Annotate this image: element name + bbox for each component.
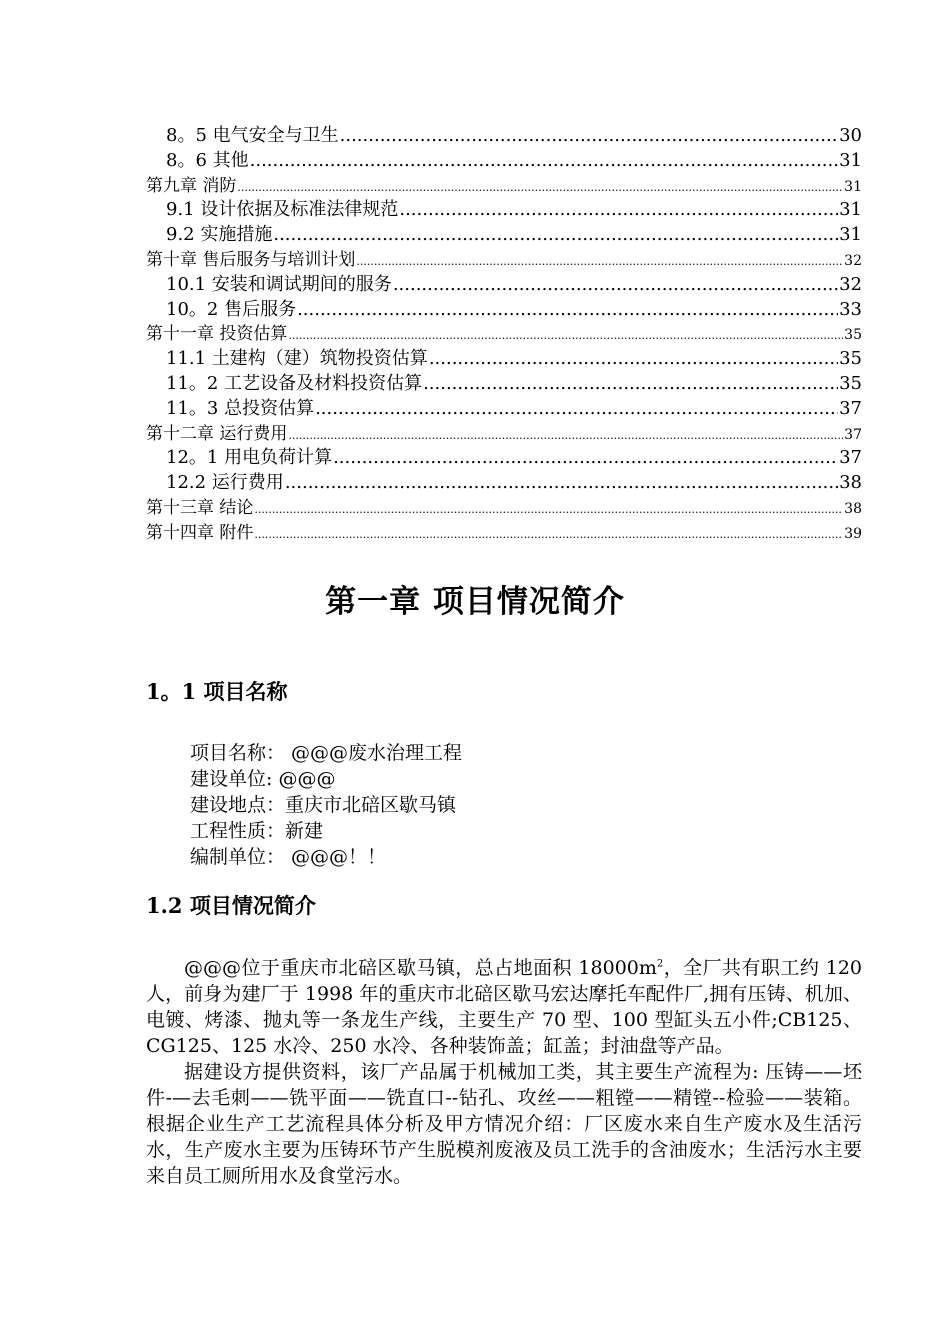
superscript: 2: [656, 958, 664, 970]
project-info-block: [190, 740, 462, 870]
toc-leader-dots: [288, 322, 843, 349]
toc-entry-label: 第十章 售后服务与培训计划: [146, 249, 356, 270]
toc-entry[interactable]: [146, 149, 862, 174]
toc-leader-dots: [429, 347, 838, 372]
overview-paragraph-text: @@@位于重庆市北碚区歇马镇，总占地面积 18000m: [184, 957, 657, 979]
toc-leader-dots: [250, 149, 838, 174]
toc-page-number: 30: [839, 125, 862, 146]
toc-entry-label: 11。3 总投资估算: [166, 397, 315, 419]
toc-page-number: 37: [844, 426, 862, 443]
toc-entry[interactable]: [146, 372, 862, 397]
table-of-contents: [146, 124, 862, 546]
toc-entry[interactable]: [146, 124, 862, 149]
toc-page-number: 35: [839, 348, 862, 370]
toc-page-number: 31: [839, 224, 862, 246]
toc-page-number: 35: [844, 327, 862, 344]
project-info-line: 工程性质：新建: [190, 820, 324, 842]
overview-paragraph: [146, 955, 862, 1059]
toc-entry[interactable]: [146, 471, 862, 496]
toc-page-number: 31: [839, 199, 862, 221]
toc-page-number: 38: [844, 500, 862, 517]
overview-body: [146, 955, 862, 1189]
toc-entry-label: 11.1 土建构（建）筑物投资估算: [166, 348, 428, 370]
toc-entry[interactable]: [146, 273, 862, 298]
toc-page-number: 38: [839, 472, 862, 494]
toc-page-number: 35: [839, 372, 862, 394]
toc-page-number: 37: [839, 447, 862, 469]
toc-page-number: 32: [839, 273, 862, 295]
toc-chapter-entry[interactable]: [146, 521, 862, 546]
toc-leader-dots: [297, 298, 838, 323]
toc-entry[interactable]: [146, 446, 862, 471]
toc-leader-dots: [285, 471, 838, 496]
toc-entry[interactable]: [146, 223, 862, 248]
toc-leader-dots: [288, 422, 843, 449]
toc-leader-dots: [333, 446, 838, 471]
toc-page-number: 33: [839, 298, 862, 320]
toc-entry-label: 第十四章 附件: [146, 522, 254, 543]
toc-chapter-entry[interactable]: [146, 422, 862, 447]
toc-entry-label: 11。2 工艺设备及材料投资估算: [166, 372, 423, 394]
toc-leader-dots: [254, 496, 843, 523]
toc-entry-label: 8。6 其他: [166, 149, 249, 171]
toc-entry-label: 9.2 实施措施: [166, 224, 273, 246]
toc-page-number: 37: [839, 397, 862, 419]
toc-leader-dots: [237, 174, 843, 201]
toc-entry[interactable]: [146, 198, 862, 223]
toc-page-number: 32: [844, 252, 862, 269]
toc-entry-label: 9.1 设计依据及标准法律规范: [166, 199, 399, 221]
section-heading-project-name: 1。1 项目名称: [146, 679, 288, 704]
toc-leader-dots: [356, 248, 843, 275]
toc-entry[interactable]: [146, 298, 862, 323]
toc-chapter-entry[interactable]: [146, 174, 862, 199]
toc-entry-label: 12.2 运行费用: [166, 472, 284, 494]
toc-page-number: 31: [839, 149, 862, 171]
project-info-line: 建设地点：重庆市北碚区歇马镇: [190, 794, 457, 816]
toc-leader-dots: [393, 273, 838, 298]
toc-entry-label: 8。5 电气安全与卫生: [166, 125, 339, 146]
toc-chapter-entry[interactable]: [146, 248, 862, 273]
toc-leader-dots: [273, 223, 838, 248]
toc-entry[interactable]: [146, 397, 862, 422]
toc-leader-dots: [340, 124, 838, 149]
toc-leader-dots: [315, 397, 838, 422]
project-info-line: 项目名称： @@@废水治理工程: [190, 742, 463, 764]
toc-page-number: 31: [844, 178, 862, 195]
toc-page-number: 39: [844, 525, 862, 542]
toc-entry-label: 第十二章 运行费用: [146, 423, 288, 444]
section-heading-project-overview: 1.2 项目情况简介: [146, 893, 316, 918]
toc-entry-label: 第十一章 投资估算: [146, 324, 288, 345]
overview-paragraph: 据建设方提供资料，该厂产品属于机械加工类，其主要生产流程为: 压铸——坯件-—去毛刺——铣平面——铣直口--钻孔、攻丝——粗镗——精镗--检验——装箱。根据企业生产工艺流程具体分析及甲方情况介绍：厂区废水来自生产废水及生活污水，生产废水主要为压铸环节产生脱模剂废液及员工洗手的含油废水；生活污水主要来自员工厕所用水及食堂污水。: [146, 1061, 862, 1187]
toc-entry-label: 第十三章 结论: [146, 497, 254, 518]
toc-leader-dots: [254, 521, 843, 548]
toc-entry-label: 10.1 安装和调试期间的服务: [166, 273, 392, 295]
toc-chapter-entry[interactable]: [146, 322, 862, 347]
overview-paragraph-text: ，全厂共有职工约 120 人，前身为建厂于 1998 年的重庆市北碚区歇马宏达摩托车配件厂,拥有压铸、机加、电镀、烤漆、抛丸等一条龙生产线，主要生产 70 型、100 型缸头五小件;CB125、CG125、125 水冷、250 水冷、各种装饰盖；缸盖；封油盘等产品。: [146, 957, 863, 1057]
toc-leader-dots: [423, 372, 838, 397]
toc-entry-label: 12。1 用电负荷计算: [166, 447, 333, 469]
toc-entry[interactable]: [146, 347, 862, 372]
project-info-line: 编制单位： @@@！！: [190, 846, 387, 868]
toc-entry-label: 第九章 消防: [146, 175, 237, 196]
toc-chapter-entry[interactable]: [146, 496, 862, 521]
chapter-title: 第一章 项目情况简介: [325, 584, 625, 620]
toc-entry-label: 10。2 售后服务: [166, 298, 297, 320]
project-info-line: 建设单位: @@@: [190, 768, 336, 790]
toc-leader-dots: [399, 198, 838, 223]
